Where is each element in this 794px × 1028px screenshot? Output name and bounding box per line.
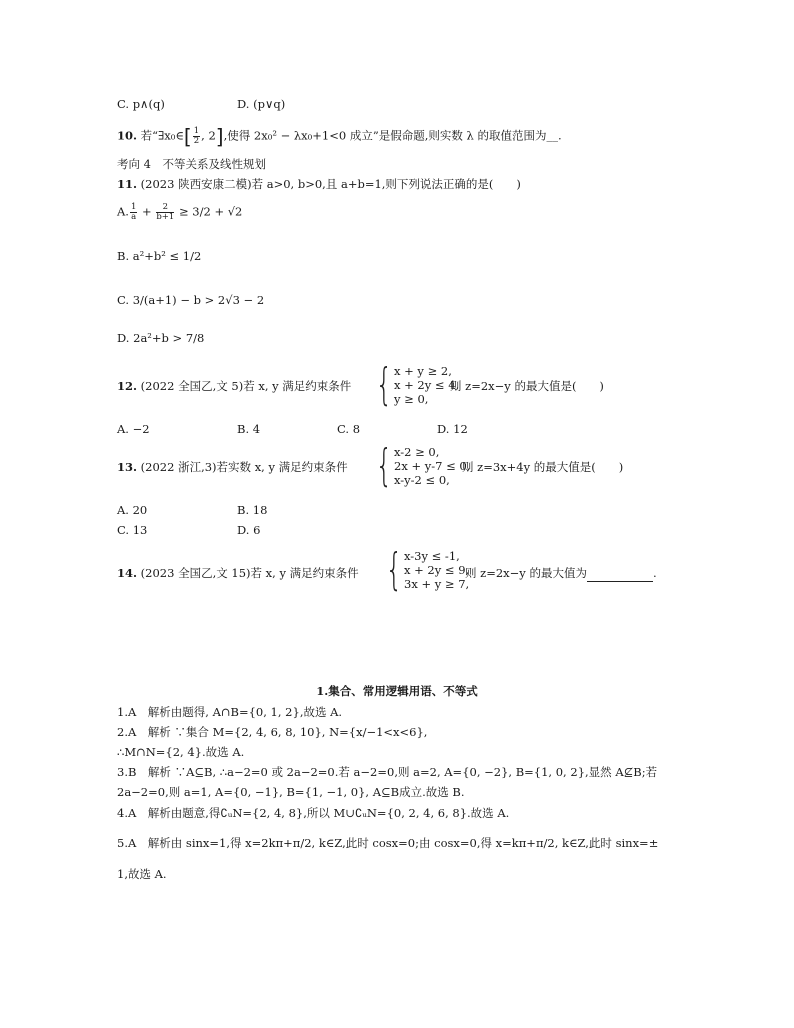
q12-stem-pre: (2022 全国乙,文 5)若 x, y 满足约束条件 bbox=[140, 379, 352, 393]
q13-constraint-system bbox=[370, 440, 471, 491]
q13-stem-pre: (2022 浙江,3)若实数 x, y 满足约束条件 bbox=[140, 460, 348, 474]
question-number: 10. bbox=[117, 128, 138, 143]
q12-option-c: C. 8 bbox=[337, 422, 361, 436]
q11-option-c: C. 3/(a+1) − b > 2√3 − 2 bbox=[117, 293, 265, 307]
constraint-line: x + y ≥ 2, bbox=[394, 364, 452, 378]
q12-option-d: D. 12 bbox=[437, 422, 468, 436]
q9-option-d: D. (p∨q) bbox=[237, 97, 286, 111]
answer-4: 4.A 解析由题意,得∁ᵤN={2, 4, 8},所以 M∪∁ᵤN={0, 2, 4, 6, 8}.故选 A. bbox=[117, 806, 510, 820]
q13-stem-post: 则 z=3x+4y 的最大值是( ) bbox=[462, 460, 624, 474]
q14-stem-pre: (2023 全国乙,文 15)若 x, y 满足约束条件 bbox=[140, 566, 359, 580]
answer-3-line-2: 2a−2=0,则 a=1, A={0, −1}, B={1, −1, 0}, A⊆B成立.故选 B. bbox=[117, 785, 465, 799]
left-brace-icon: { bbox=[375, 359, 393, 410]
question-number: 12. bbox=[117, 379, 138, 393]
q12-option-a: A. −2 bbox=[117, 422, 150, 436]
constraint-line: x-3y ≤ -1, bbox=[404, 549, 460, 563]
q13-option-c: C. 13 bbox=[117, 523, 148, 537]
q14-constraint-system bbox=[380, 544, 470, 595]
question-11 bbox=[117, 176, 521, 192]
answers-title: 1.集合、常用逻辑用语、不等式 bbox=[316, 684, 478, 698]
q13-option-b: B. 18 bbox=[237, 503, 268, 517]
left-bracket-icon: [ bbox=[183, 124, 192, 149]
q10-text-a: 若“∃x₀∈ bbox=[140, 128, 184, 143]
q12-option-b: B. 4 bbox=[237, 422, 261, 436]
answer-5-line-2: 1,故选 A. bbox=[117, 867, 167, 881]
question-number: 14. bbox=[117, 566, 138, 580]
answer-2-line-2: ∴M∩N={2, 4}.故选 A. bbox=[117, 745, 245, 759]
q12-constraint-system bbox=[370, 359, 460, 410]
q11-stem: (2023 陕西安康二模)若 a>0, b>0,且 a+b=1,则下列说法正确的是( ) bbox=[140, 177, 521, 191]
q10-interval-rhs: , 2 bbox=[201, 128, 216, 143]
q11-option-b: B. a²+b² ≤ 1/2 bbox=[117, 249, 202, 263]
q9-option-c: C. p∧(q) bbox=[117, 97, 165, 111]
answer-1: 1.A 解析由题得, A∩B={0, 1, 2},故选 A. bbox=[117, 705, 343, 719]
q10-fraction: $\frac{1}{2}$ bbox=[193, 126, 200, 146]
answer-3-line-1: 3.B 解析 ∵A⊆B, ∴a−2=0 或 2a−2=0.若 a−2=0,则 a=2, A={0, −2}, B={1, 0, 2},显然 A⊈B;若 bbox=[117, 765, 658, 779]
constraint-line: x + 2y ≤ 9, bbox=[404, 563, 470, 577]
question-number: 11. bbox=[117, 177, 138, 191]
q14-stem-post: 则 z=2x−y 的最大值为 . bbox=[465, 566, 657, 580]
fraction: $\frac{1}{a}$ bbox=[130, 202, 137, 222]
right-bracket-icon: ] bbox=[215, 124, 224, 149]
section-heading: 考向 4 不等关系及线性规划 bbox=[117, 157, 266, 171]
answer-blank[interactable] bbox=[587, 565, 653, 582]
left-brace-icon: { bbox=[375, 440, 393, 491]
constraint-line: x-y-2 ≤ 0, bbox=[394, 473, 450, 487]
constraint-line: 3x + y ≥ 7, bbox=[404, 577, 470, 591]
q10-text-b: ,使得 2x₀² − λx₀+1<0 成立”是假命题,则实数 λ 的取值范围为__. bbox=[223, 128, 562, 143]
q13-option-a: A. 20 bbox=[117, 503, 148, 517]
answer-5-line-1: 5.A 解析由 sinx=1,得 x=2kπ+π/2, k∈Z,此时 cosx=0;由 cosx=0,得 x=kπ+π/2, k∈Z,此时 sinx=± bbox=[117, 836, 659, 850]
constraint-line: x + 2y ≤ 4, bbox=[394, 378, 460, 392]
question-13-stem bbox=[117, 459, 348, 475]
constraint-line: x-2 ≥ 0, bbox=[394, 445, 440, 459]
q13-option-d: D. 6 bbox=[237, 523, 261, 537]
q11-option-a: A. $\frac{1}{a}$ + $\frac{2}{b+1}$ ≥ 3/2 + √2 bbox=[117, 202, 243, 222]
fraction: $\frac{2}{b+1}$ bbox=[156, 202, 175, 222]
left-brace-icon: { bbox=[385, 544, 403, 595]
question-10 bbox=[117, 124, 562, 149]
answer-2-line-1: 2.A 解析 ∵集合 M={2, 4, 6, 8, 10}, N={x/−1<x<6}, bbox=[117, 725, 428, 739]
q12-stem-post: 则 z=2x−y 的最大值是( ) bbox=[450, 379, 604, 393]
constraint-line: y ≥ 0, bbox=[394, 392, 429, 406]
q11-option-d: D. 2a²+b > 7/8 bbox=[117, 331, 205, 345]
question-number: 13. bbox=[117, 460, 138, 474]
question-14-stem bbox=[117, 565, 359, 581]
constraint-line: 2x + y-7 ≤ 0, bbox=[394, 459, 471, 473]
question-12-stem bbox=[117, 378, 351, 394]
